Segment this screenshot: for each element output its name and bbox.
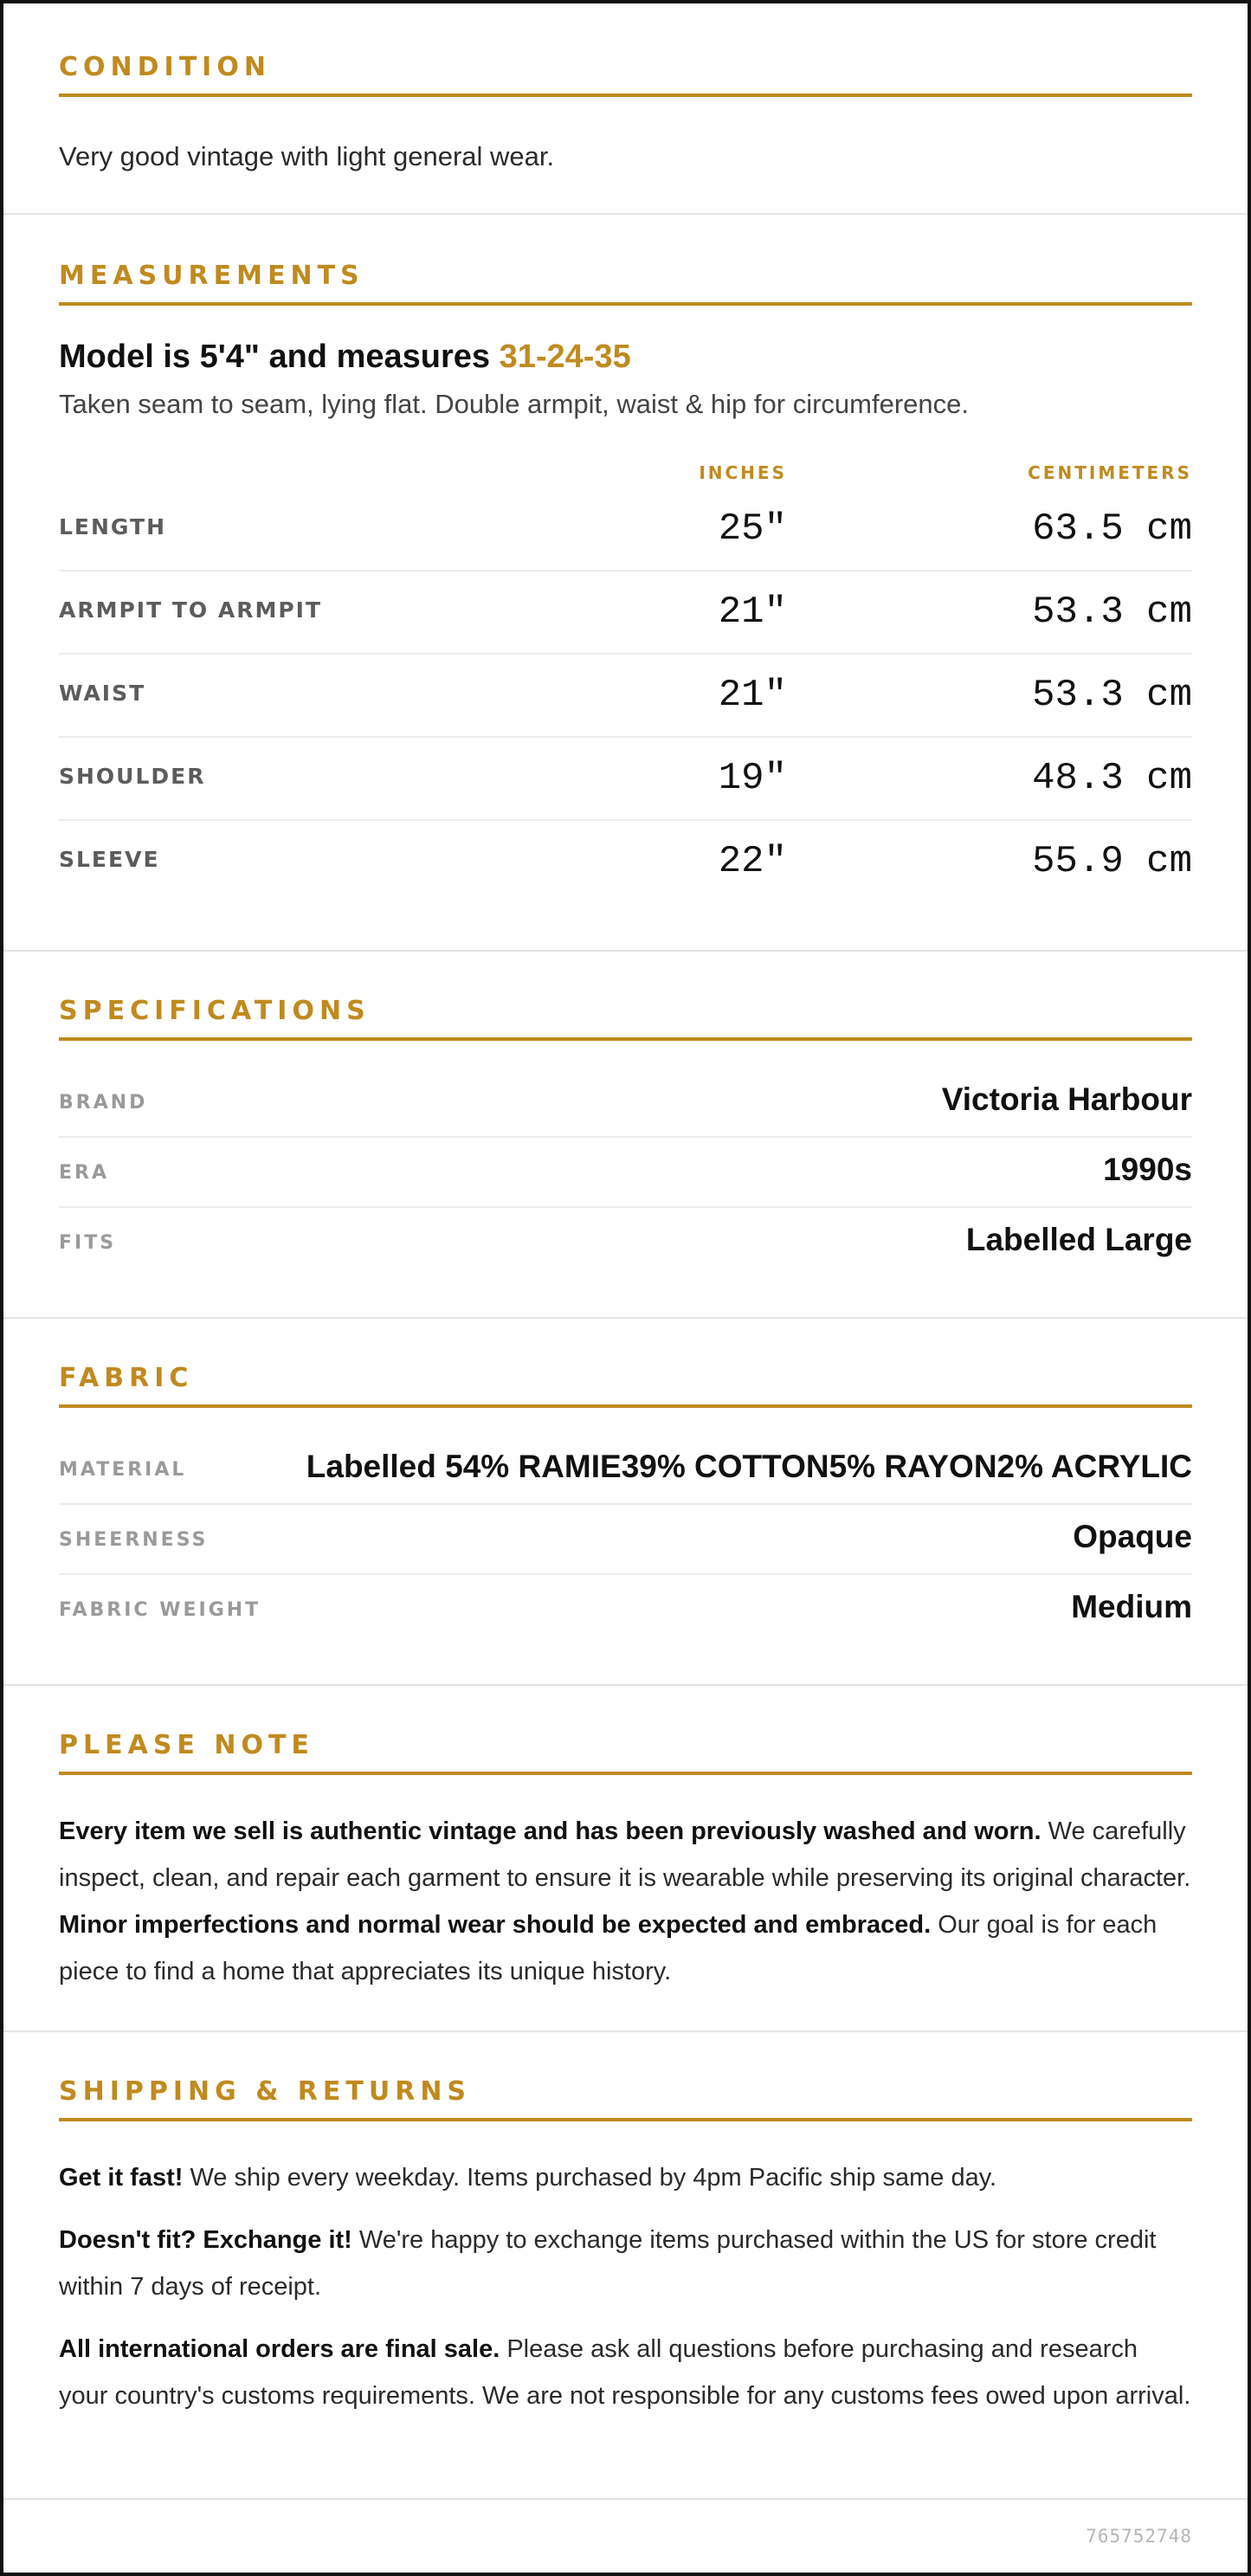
- shipping-returns-title: SHIPPING & RETURNS: [59, 2076, 1192, 2121]
- specifications-title: SPECIFICATIONS: [59, 996, 1192, 1041]
- section-divider: [3, 2498, 1248, 2500]
- shipping-text-1: We ship every weekday. Items purchased by 4pm Pacific ship same day.: [183, 2164, 997, 2192]
- measurement-cm: 53.3 cm: [1032, 674, 1192, 717]
- fabric-row-sheerness: [59, 1505, 1192, 1575]
- measurement-label: SHOULDER: [59, 764, 206, 789]
- section-divider: [3, 213, 1248, 215]
- spec-row-era: [59, 1138, 1192, 1208]
- spec-row-fits: [59, 1208, 1192, 1278]
- spec-row-brand: [59, 1068, 1192, 1138]
- measurement-cm: 63.5 cm: [1032, 507, 1192, 551]
- please-note-text: [59, 1808, 1192, 1995]
- measurement-cm: 55.9 cm: [1032, 840, 1192, 883]
- please-note-title: PLEASE NOTE: [59, 1730, 1192, 1775]
- measurement-inches: 19": [718, 757, 787, 800]
- fabric-title: FABRIC: [59, 1363, 1192, 1408]
- section-divider: [3, 950, 1248, 952]
- measurement-inches: 21": [718, 591, 787, 634]
- please-note-text-1: We carefully inspect, clean, and repair each garment to ensure it is wearable while preserving its original character.: [59, 1817, 1191, 1892]
- shipping-bold-1: Get it fast!: [59, 2164, 184, 2192]
- fabric-value: Medium: [1071, 1589, 1192, 1624]
- condition-section: [59, 52, 1192, 182]
- shipping-returns-section: [59, 2076, 1192, 2475]
- measurements-title: MEASUREMENTS: [59, 261, 1192, 306]
- please-note-text-2: Our goal is for each piece to find a home that appreciates its unique history.: [59, 1911, 1157, 1985]
- shipping-text-3: Please ask all questions before purchasing and research your country's customs requirements. We are not responsible for any customs fees owed upon arrival.: [59, 2335, 1191, 2410]
- spec-value: 1990s: [1103, 1152, 1192, 1187]
- measurement-label: LENGTH: [59, 514, 166, 539]
- measurement-label: ARMPIT TO ARMPIT: [59, 597, 323, 623]
- measurement-inches: 22": [718, 840, 787, 883]
- shipping-paragraph-1: [59, 2154, 1192, 2201]
- spec-value: Labelled Large: [965, 1222, 1192, 1257]
- measurement-label: WAIST: [59, 681, 146, 706]
- measurement-row-shoulder: [59, 738, 1192, 821]
- measurement-cm: 53.3 cm: [1032, 591, 1192, 634]
- fabric-row-material: [59, 1435, 1192, 1505]
- shipping-text-2: We're happy to exchange items purchased within the US for store credit within 7 days of receipt.: [59, 2226, 1157, 2301]
- model-measurements: [59, 339, 1192, 376]
- measurement-inches: 25": [718, 507, 787, 551]
- item-id: 765752748: [1086, 2526, 1192, 2547]
- spec-key: FITS: [59, 1232, 117, 1254]
- specifications-section: [59, 996, 1192, 1282]
- model-measurements-figures: 31-24-35: [499, 339, 631, 375]
- condition-title: CONDITION: [59, 52, 1192, 97]
- shipping-bold-3: All international orders are final sale.: [59, 2335, 500, 2363]
- section-divider: [3, 1317, 1248, 1319]
- measurement-inches: 21": [718, 674, 787, 717]
- measurement-cm: 48.3 cm: [1032, 757, 1192, 800]
- spec-key: BRAND: [59, 1092, 148, 1114]
- inches-column-header: INCHES: [699, 462, 787, 483]
- shipping-paragraph-3: [59, 2326, 1192, 2419]
- section-divider: [3, 1684, 1248, 1686]
- please-note-bold-2: Minor imperfections and normal wear should be expected and embraced.: [59, 1911, 932, 1939]
- fabric-key: FABRIC WEIGHT: [59, 1599, 261, 1621]
- fabric-key: SHEERNESS: [59, 1529, 209, 1551]
- fabric-row-weight: [59, 1575, 1192, 1645]
- measurement-label: SLEEVE: [59, 847, 160, 872]
- spec-key: ERA: [59, 1162, 109, 1184]
- shipping-bold-2: Doesn't fit? Exchange it!: [59, 2226, 352, 2254]
- fabric-value: Labelled 54% RAMIE39% COTTON5% RAYON2% ACRYLIC: [306, 1449, 1192, 1484]
- fabric-value: Opaque: [1073, 1519, 1192, 1554]
- please-note-section: [59, 1730, 1192, 1990]
- centimeters-column-header: CENTIMETERS: [1028, 462, 1192, 483]
- fabric-section: [59, 1363, 1192, 1649]
- fabric-key: MATERIAL: [59, 1459, 187, 1481]
- measurements-subtitle: Taken seam to seam, lying flat. Double armpit, waist & hip for circumference.: [59, 389, 969, 419]
- measurements-section: [59, 261, 1192, 919]
- measurement-row-waist: [59, 655, 1192, 738]
- section-divider: [3, 2030, 1248, 2032]
- condition-text: Very good vintage with light general wear.: [59, 141, 555, 171]
- measurement-row-armpit: [59, 571, 1192, 655]
- please-note-bold-1: Every item we sell is authentic vintage and has been previously washed and worn.: [59, 1817, 1041, 1845]
- shipping-paragraph-2: [59, 2217, 1192, 2310]
- measurement-row-sleeve: [59, 821, 1192, 904]
- measurement-row-length: [59, 488, 1192, 571]
- model-measurements-prefix: Model is 5'4" and measures: [59, 339, 500, 375]
- spec-value: Victoria Harbour: [941, 1081, 1192, 1117]
